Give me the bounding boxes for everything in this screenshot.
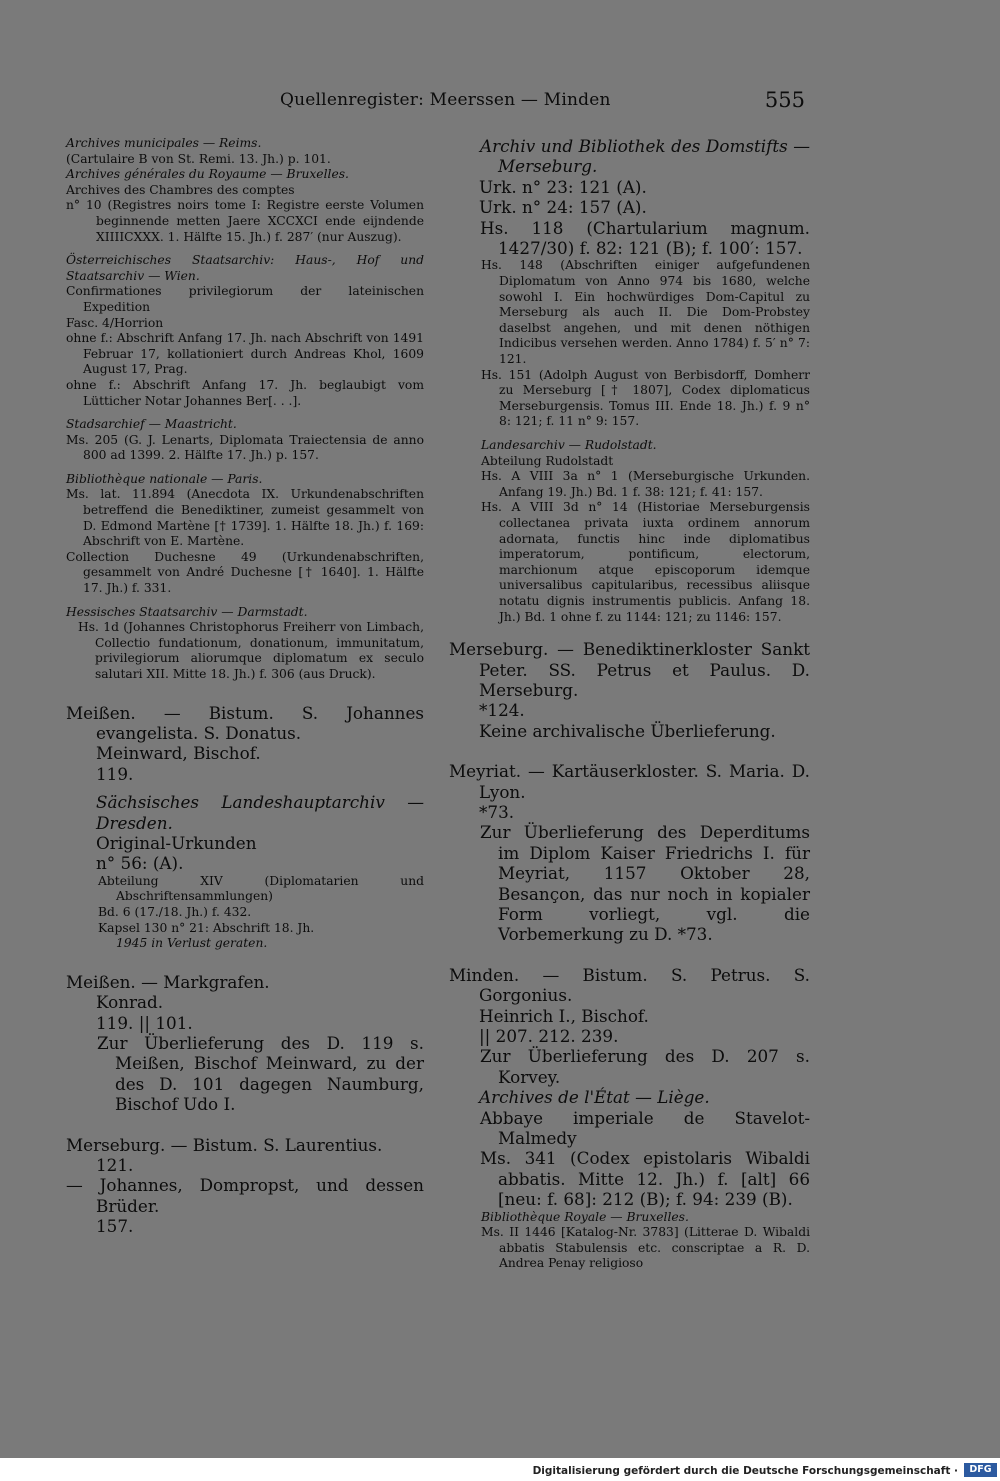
entry-line: ohne f.: Abschrift Anfang 17. Jh. nach Abschrift von 1491 Februar 17, kollationiert durch Andreas Khol, 1609 August 17, Prag. — [66, 331, 424, 377]
funding-notice: Digitalisierung gefördert durch die Deutsche Forschungsgemeinschaft · — [532, 1465, 958, 1477]
entry-line: Meißen. — Bistum. S. Johannes evangelista. S. Donatus. — [66, 702, 424, 743]
spacer — [66, 952, 424, 972]
spacer — [449, 945, 810, 965]
entry-line: Archives de l'État — Liège. — [479, 1087, 710, 1108]
entry-line: Hs. 118 (Chartularium magnum. 1427/30) f. 82: 121 (B); f. 100′: 157. — [480, 217, 810, 259]
entry-line: Hessisches Staatsarchiv — Darmstadt. — [66, 604, 308, 619]
entry-line: Ms. 205 (G. J. Lenarts, Diplomata Traiectensia de anno 800 ad 1399. 2. Hälfte 17. Jh.) p. 157. — [66, 432, 424, 463]
entry-line: || 207. 212. 239. — [479, 1026, 619, 1046]
entry-line: Urk. n° 24: 157 (A). — [479, 197, 647, 218]
entry-line: Abteilung XIV (Diplomatarien und Abschriftensammlungen) — [98, 873, 424, 904]
entry-line: n° 56: (A). — [96, 853, 184, 874]
entry-line: Heinrich I., Bischof. — [479, 1005, 649, 1026]
entry-line: Hs. A VIII 3a n° 1 (Merseburgische Urkunden. Anfang 19. Jh.) Bd. 1 f. 38: 121; f. 41: 157. — [481, 469, 810, 499]
entry-line: *73. — [479, 801, 515, 822]
entry-line: Meinward, Bischof. — [96, 743, 261, 764]
entry-line: Ms. 341 (Codex epistolaris Wibaldi abbatis. Mitte 12. Jh.) f. [alt] 66 [neu: f. 68]: 212 (B); f. 94: 239 (B). — [480, 1148, 810, 1210]
entry-line: Hs. 151 (Adolph August von Berbisdorff, Domherr zu Merseburg [† 1807], Codex diplomaticus Merseburgensis. Tomus III. Ende 18. Jh.) f. 9 n° 8: 121; f. 11 n° 9: 157. — [481, 367, 810, 429]
spacer — [66, 245, 424, 253]
entry-line: Archives municipales — Reims. — [66, 136, 262, 150]
entry-line: Hs. 148 (Abschriften einiger aufgefundenen Diplomatum von Anno 974 bis 1680, welche sowohl I. Ein hochwürdiges Dom-Capitul zu Merseburg als auch II. Die Dom-Probstey daselbst angehen, und mit denen nöthigen Indicibus versehen werden. Anno 1784) f. 5′ n° 7: 121. — [481, 258, 810, 366]
entry-line: n° 10 (Registres noirs tome I: Registre eerste Volumen beginnende metten Jaere XCCXCI ende eijndende XIIIICXXX. 1. Hälfte 15. Jh.) f. 287′ (nur Auszug). — [66, 198, 424, 244]
entry-line: Landesarchiv — Rudolstadt. — [481, 437, 657, 452]
entry-line: ohne f.: Abschrift Anfang 17. Jh. beglaubigt vom Lütticher Notar Johannes Ber[. . .]. — [66, 377, 424, 408]
entry-line: Kapsel 130 n° 21: Abschrift 18. Jh. — [98, 920, 315, 935]
dfg-logo-icon: DFG — [964, 1463, 997, 1477]
right-column — [449, 136, 810, 1272]
spacer — [66, 409, 424, 417]
spacer — [449, 741, 810, 761]
spacer — [66, 597, 424, 605]
entry-line: Hs. A VIII 3d n° 14 (Historiae Merseburgensis collectanea privata iuxta ordinem annorum adornata, functis hinc inde diplomatibus imperatorum, pontificum, electorum, marchionum atque episcoporum idemque universalibus capitularibus, recessibus aliisque notatu dignis instrumentis publicis. Anfang 18. Jh.) Bd. 1 ohne f. zu 1144: 121; zu 1146: 157. — [481, 500, 810, 624]
entry-line: Stadsarchief — Maastricht. — [66, 417, 237, 432]
left-column — [66, 136, 424, 1237]
entry-line: *124. — [479, 700, 525, 721]
entry-line: Urk. n° 23: 121 (A). — [479, 176, 647, 197]
page-number: 555 — [764, 88, 805, 112]
running-header: Quellenregister: Meerssen — Minden — [280, 90, 611, 110]
entry-line: Bibliothèque Royale — Bruxelles. — [481, 1209, 689, 1224]
entry-line: Bd. 6 (17./18. Jh.) f. 432. — [98, 905, 252, 920]
entry-line: Fasc. 4/Horrion — [66, 315, 164, 330]
entry-line: Collection Duchesne 49 (Urkundenabschriften, gesammelt von André Duchesne [† 1640]. 1. Hälfte 17. Jh.) f. 331. — [66, 549, 424, 596]
entry-line: 119. — [96, 763, 134, 784]
entry-line: Original-Urkunden — [96, 833, 257, 854]
entry-line: Merseburg. — Benediktinerkloster Sankt Peter. SS. Petrus et Paulus. D. Merseburg. — [449, 639, 810, 700]
entry-line: Zur Überlieferung des Deperditums im Diplom Kaiser Friedrichs I. für Meyriat, 1157 Oktober 28, Besançon, das nur noch in kopialer Form vorliegt, vgl. die Vorbemerkung zu D. *73. — [480, 822, 810, 945]
entry-line: (Cartulaire B von St. Remi. 13. Jh.) p. 101. — [66, 151, 331, 166]
entry-line: Österreichisches Staatsarchiv: Haus-, Hof und Staatsarchiv — Wien. — [66, 253, 424, 283]
entry-line: 157. — [96, 1216, 134, 1237]
spacer — [449, 430, 810, 438]
spacer — [66, 683, 424, 703]
entry-line: 121. — [96, 1155, 134, 1176]
entry-line: 119. || 101. — [96, 1012, 193, 1033]
entry-line: Ms. lat. 11.894 (Anecdota IX. Urkundenabschriften betreffend die Benediktiner, zumeist gesammelt von D. Edmond Martène [† 1739]. 1. Hälfte 18. Jh.) f. 169: Abschrift von E. Martène. — [66, 487, 424, 549]
entry-line: Zur Überlieferung des D. 119 s. Meißen, Bischof Meinward, zu der des D. 101 dagegen Naumburg, Bischof Udo I. — [97, 1033, 424, 1115]
entry-line: — Johannes, Dompropst, und dessen Brüder. — [66, 1175, 424, 1216]
entry-line: Abteilung Rudolstadt — [481, 453, 614, 468]
entry-line: Archiv und Bibliothek des Domstifts — Merseburg. — [480, 136, 810, 177]
entry-line: Merseburg. — Bistum. S. Laurentius. — [66, 1134, 383, 1155]
entry-line: Archives générales du Royaume — Bruxelles. — [66, 167, 349, 182]
entry-line: Konrad. — [96, 992, 164, 1013]
spacer — [66, 784, 424, 792]
spacer — [66, 1115, 424, 1135]
entry-line: Abbaye imperiale de Stavelot-Malmedy — [480, 1107, 810, 1149]
spacer — [66, 464, 424, 472]
entry-line: Meißen. — Markgrafen. — [66, 971, 270, 992]
entry-line: Hs. 1d (Johannes Christophorus Freiherr von Limbach, Collectio fundationum, donationum, immunitatum, privilegiorum aliorumque diplomatum ex seculo salutari XII. Mitte 18. Jh.) f. 306 (aus Druck). — [78, 620, 424, 681]
entry-line: Archives des Chambres des comptes — [66, 182, 295, 197]
spacer — [449, 625, 810, 639]
entry-line: Keine archivalische Überlieferung. — [479, 720, 776, 741]
entry-line: Bibliothèque nationale — Paris. — [66, 471, 263, 486]
entry-line: Zur Überlieferung des D. 207 s. Korvey. — [480, 1046, 810, 1087]
entry-line: Minden. — Bistum. S. Petrus. S. Gorgonius. — [449, 964, 810, 1006]
entry-line: Sächsisches Landeshauptarchiv — Dresden. — [96, 792, 424, 833]
entry-line: Meyriat. — Kartäuserkloster. S. Maria. D. Lyon. — [449, 761, 810, 802]
entry-line: Confirmationes privilegiorum der lateinischen Expedition — [66, 284, 424, 314]
entry-line: Ms. II 1446 [Katalog-Nr. 3783] (Litterae D. Wibaldi abbatis Stabulensis etc. conscriptae a R. D. Andrea Penay religioso — [481, 1225, 810, 1271]
entry-line: 1945 in Verlust geraten. — [116, 936, 268, 951]
